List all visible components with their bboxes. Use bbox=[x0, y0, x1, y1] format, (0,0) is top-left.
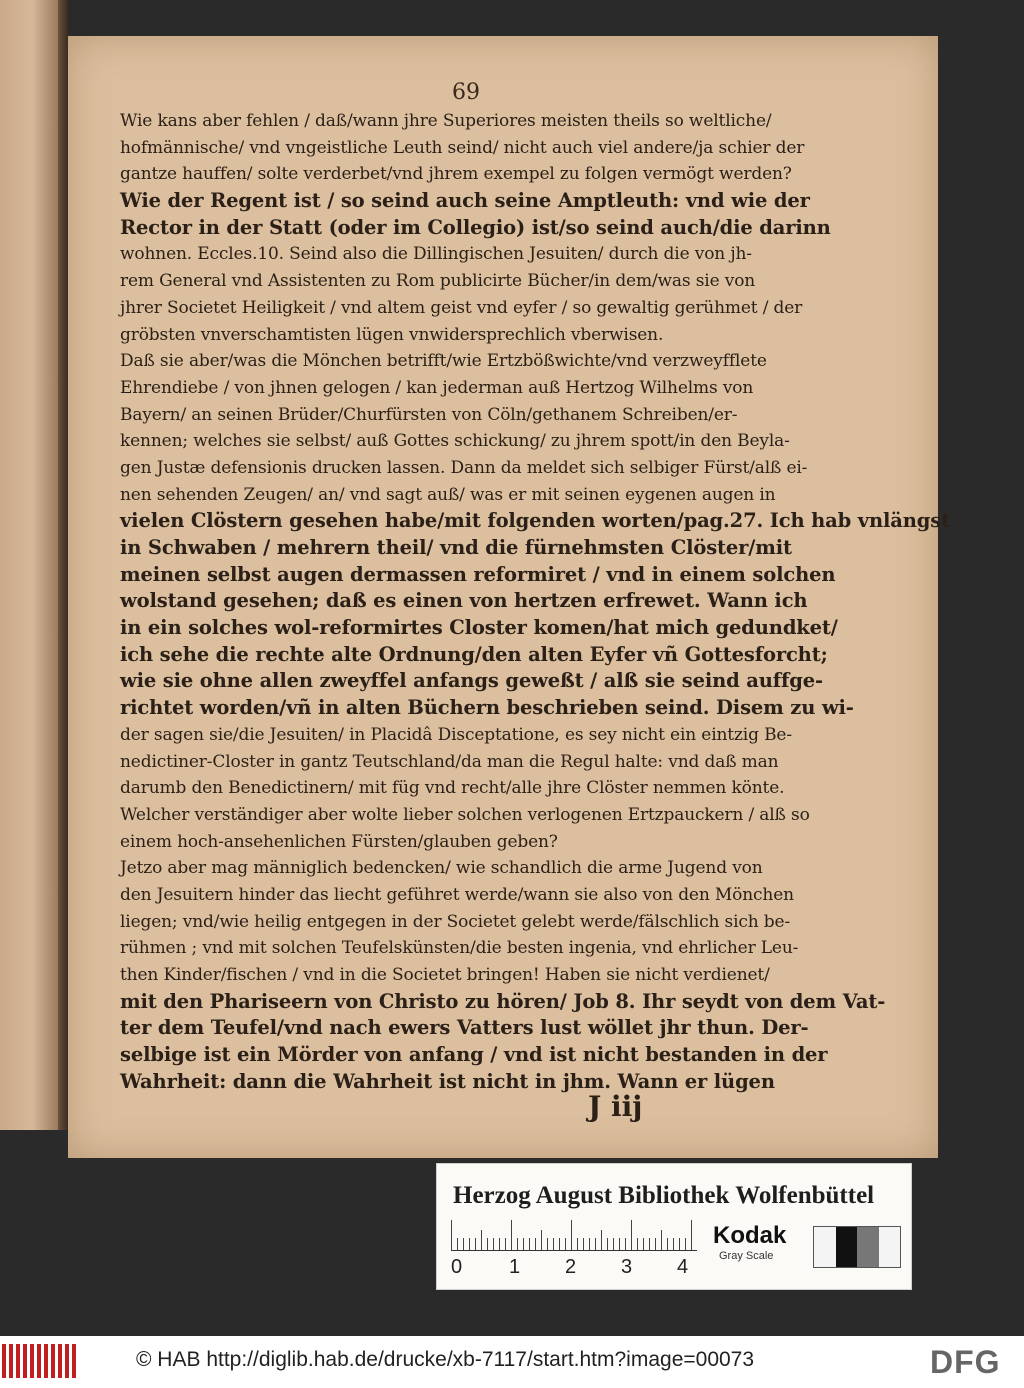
ruler-tick bbox=[469, 1238, 470, 1250]
library-title: Herzog August Bibliothek Wolfenbüttel bbox=[453, 1182, 875, 1209]
ruler-tick bbox=[559, 1238, 560, 1250]
ruler-tick bbox=[685, 1238, 686, 1250]
ruler-tick bbox=[535, 1238, 536, 1250]
text-line: ich sehe die rechte alte Ordnung/den alten Eyfer vñ Gottesforcht; bbox=[120, 642, 828, 666]
ruler-tick bbox=[673, 1238, 674, 1250]
ruler-tick bbox=[619, 1238, 620, 1250]
kodak-logo: Kodak bbox=[713, 1222, 787, 1249]
text-line: nen sehenden Zeugen/ an/ vnd sagt auß/ was er mit seinen eygenen augen in bbox=[120, 484, 776, 505]
text-line: jhrer Societet Heiligkeit / vnd altem geist vnd eyfer / so gewaltig gerühmet / der bbox=[120, 297, 803, 318]
text-line: Daß sie aber/was die Mönchen betrifft/wie Ertzbößwichte/vnd verzweyfflete bbox=[120, 351, 767, 372]
ruler-tick bbox=[577, 1238, 578, 1250]
text-line: kennen; welches sie selbst/ auß Gottes schickung/ zu jhrem spott/in den Beyla- bbox=[120, 431, 790, 452]
signature-mark: J iij bbox=[588, 1090, 643, 1123]
text-line: wohnen. Eccles.10. Seind also die Dillingischen Jesuiten/ durch die von jh- bbox=[120, 244, 752, 265]
ruler-tick bbox=[595, 1238, 596, 1250]
text-line: nedictiner-Closter in gantz Teutschland/da man die Regul halte: vnd daß man bbox=[120, 751, 779, 772]
ruler-tick bbox=[541, 1230, 542, 1250]
text-line: wie sie ohne allen zweyffel anfangs geweßt / alß sie seind auffge- bbox=[120, 669, 823, 693]
text-line: wolstand gesehen; daß es einen von hertzen erfrewet. Wann ich bbox=[120, 589, 808, 613]
text-line: Ehrendiebe / von jhnen gelogen / kan jederman auß Hertzog Wilhelms von bbox=[120, 377, 754, 398]
page-text bbox=[120, 108, 950, 1095]
text-line: richtet worden/vñ in alten Büchern beschrieben seind. Disem zu wi- bbox=[120, 696, 854, 720]
ruler-tick bbox=[631, 1220, 632, 1250]
text-line: Jetzo aber mag männiglich bedencken/ wie schandlich die arme Jugend von bbox=[120, 858, 763, 879]
ruler-tick bbox=[637, 1238, 638, 1250]
ruler-tick bbox=[463, 1238, 464, 1250]
ruler-number: 2 bbox=[565, 1256, 577, 1278]
footer-citation: © HAB http://diglib.hab.de/drucke/xb-7117/start.htm?image=00073 bbox=[136, 1348, 755, 1371]
ruler-tick bbox=[601, 1230, 602, 1250]
text-line: Wie der Regent ist / so seind auch seine Amptleuth: vnd wie der bbox=[120, 189, 810, 213]
ruler-tick bbox=[517, 1238, 518, 1250]
ruler-tick bbox=[487, 1238, 488, 1250]
text-line: in ein solches wol-reformirtes Closter komen/hat mich gedundket/ bbox=[120, 616, 838, 640]
text-line: rühmen ; vnd mit solchen Teufelskünsten/die besten ingenia, vnd ehrlicher Leu- bbox=[120, 938, 799, 959]
text-line: mit den Phariseern von Christo zu hören/ Job 8. Ihr seydt von dem Vat- bbox=[120, 989, 886, 1013]
text-line: rem General vnd Assistenten zu Rom publicirte Bücher/in dem/was sie von bbox=[120, 271, 756, 292]
ruler-tick bbox=[475, 1238, 476, 1250]
ruler-tick bbox=[679, 1238, 680, 1250]
text-line: darumb den Benedictinern/ mit füg vnd recht/alle jhre Clöster nemmen könte. bbox=[120, 778, 785, 799]
text-line: selbige ist ein Mörder von anfang / vnd ist nicht bestanden in der bbox=[120, 1043, 828, 1067]
text-line: then Kinder/fischen / vnd in die Societet bringen! Haben sie nicht verdienet/ bbox=[120, 965, 770, 985]
text-line: gröbsten vnverschamtisten lügen vnwidersprechlich vberwisen. bbox=[120, 324, 664, 345]
ruler-tick bbox=[511, 1220, 512, 1250]
ruler-tick bbox=[661, 1230, 662, 1250]
ruler-tick bbox=[565, 1238, 566, 1250]
text-line: liegen; vnd/wie heilig entgegen in der Societet gelebt werde/fälschlich sich be- bbox=[120, 911, 791, 932]
page-gutter bbox=[58, 0, 68, 1130]
ruler-tick bbox=[691, 1220, 692, 1250]
text-line: gen Justæ defensionis drucken lassen. Dann da meldet sich selbiger Fürst/alß ei- bbox=[120, 457, 808, 478]
ruler-tick bbox=[529, 1238, 530, 1250]
ruler-tick bbox=[553, 1238, 554, 1250]
ruler-tick bbox=[667, 1238, 668, 1250]
ruler-tick bbox=[607, 1238, 608, 1250]
text-line: in Schwaben / mehrern theil/ vnd die fürnehmsten Clöster/mit bbox=[120, 536, 792, 559]
ruler-tick bbox=[523, 1238, 524, 1250]
ruler-tick bbox=[451, 1220, 452, 1250]
text-line: vielen Clöstern gesehen habe/mit folgenden worten/pag.27. Ich hab vnlängst bbox=[120, 509, 950, 533]
ruler-tick bbox=[481, 1230, 482, 1250]
barcode-icon bbox=[2, 1344, 82, 1378]
library-label bbox=[436, 1163, 912, 1290]
footer-bar bbox=[0, 1336, 1024, 1388]
text-line: Bayern/ an seinen Brüder/Churfürsten von Cöln/gethanem Schreiben/er- bbox=[120, 404, 738, 425]
dfg-logo: DFG bbox=[930, 1344, 1001, 1380]
text-line: den Jesuitern hinder das liecht geführet werde/wann sie also von den Mönchen bbox=[120, 884, 794, 905]
text-line: der sagen sie/die Jesuiten/ in Placidâ Disceptatione, es sey nicht ein eintzig Be- bbox=[120, 724, 792, 745]
text-line: Welcher verständiger aber wolte lieber solchen verlogenen Ertzpauckern / alß so bbox=[120, 804, 810, 825]
ruler-number: 0 bbox=[451, 1256, 463, 1278]
ruler-tick bbox=[499, 1238, 500, 1250]
text-line: einem hoch-ansehenlichen Fürsten/glauben geben? bbox=[120, 831, 558, 852]
ruler-tick bbox=[505, 1238, 506, 1250]
ruler-tick bbox=[571, 1220, 572, 1250]
ruler-tick bbox=[493, 1238, 494, 1250]
facing-page-edge bbox=[0, 0, 58, 1130]
ruler-number: 3 bbox=[621, 1256, 633, 1278]
ruler-tick bbox=[583, 1238, 584, 1250]
text-line: hofmännische/ vnd vngeistliche Leuth seind/ nicht auch viel andere/ja schier der bbox=[120, 137, 805, 158]
ruler-number: 1 bbox=[509, 1256, 521, 1278]
text-line: Wie kans aber fehlen / daß/wann jhre Superiores meisten theils so weltliche/ bbox=[120, 111, 772, 131]
ruler-tick bbox=[655, 1238, 656, 1250]
kodak-subtitle: Gray Scale bbox=[719, 1250, 774, 1262]
ruler-tick bbox=[589, 1238, 590, 1250]
text-line: Wahrheit: dann die Wahrheit ist nicht in jhm. Wann er lügen bbox=[120, 1069, 775, 1093]
text-line: gantze hauffen/ solte verderbet/vnd jhrem exempel zu folgen vermögt werden? bbox=[120, 164, 792, 185]
ruler-tick bbox=[643, 1238, 644, 1250]
ruler-tick bbox=[547, 1238, 548, 1250]
ruler-tick bbox=[613, 1238, 614, 1250]
grayscale-swatch bbox=[813, 1226, 901, 1268]
ruler-tick bbox=[625, 1238, 626, 1250]
ruler-tick bbox=[457, 1238, 458, 1250]
page-number: 69 bbox=[452, 80, 480, 105]
ruler-number: 4 bbox=[677, 1256, 689, 1278]
scale-ruler bbox=[451, 1216, 697, 1251]
text-line: Rector in der Statt (oder im Collegio) ist/so seind auch/die darinn bbox=[120, 215, 831, 239]
text-line: meinen selbst augen dermassen reformiret / vnd in einem solchen bbox=[120, 562, 836, 586]
ruler-tick bbox=[649, 1238, 650, 1250]
text-line: ter dem Teufel/vnd nach ewers Vatters lust wöllet jhr thun. Der- bbox=[120, 1016, 809, 1040]
